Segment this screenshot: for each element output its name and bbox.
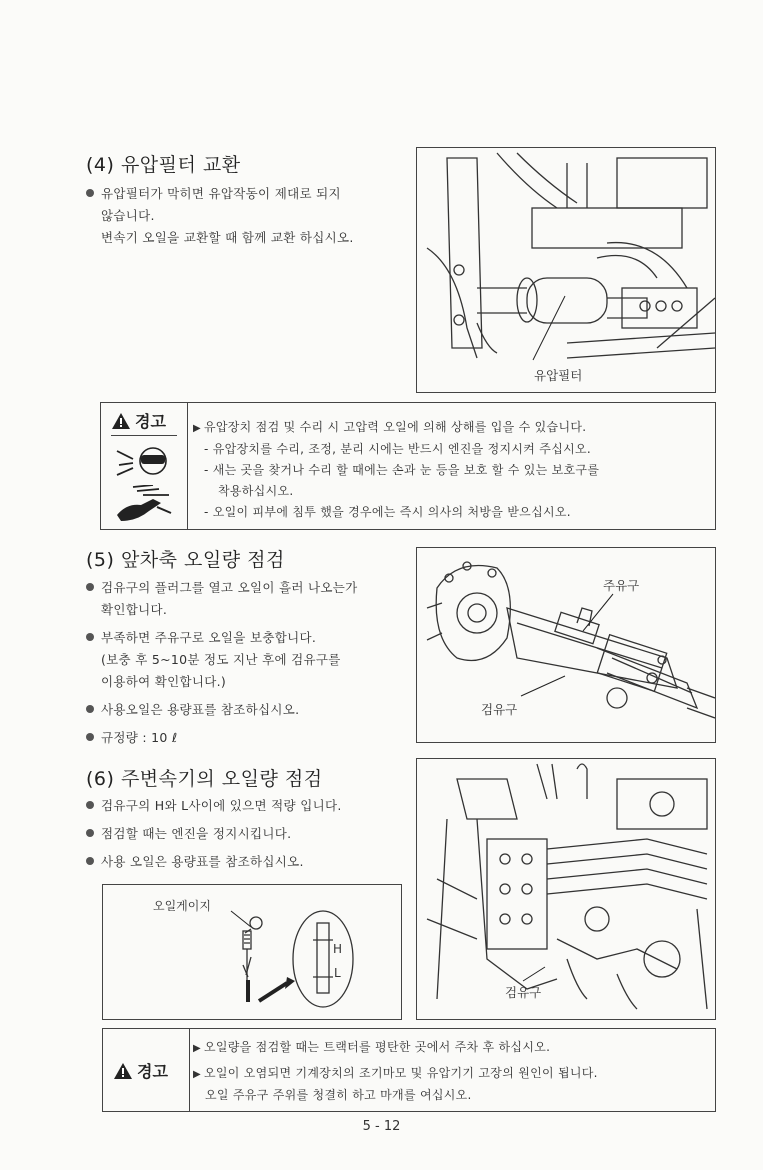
section-5-body (86, 577, 406, 749)
warning-label (113, 1059, 168, 1082)
text: 검유구의 H와 L사이에 있으면 적량 입니다. (101, 798, 342, 813)
oil-gauge-label: 오일게이지 (153, 899, 211, 913)
triangle-bullet-icon: ▶ (193, 423, 201, 434)
bullet-icon (86, 829, 94, 837)
list-item (86, 823, 406, 845)
section-6-body (86, 795, 406, 873)
text: 오일이 오염되면 기계장치의 조기마모 및 유압기기 고장의 원인이 됩니다. (204, 1066, 598, 1080)
gauge-low-mark: L (334, 966, 341, 980)
fill-port-label: 주유구 (603, 578, 640, 593)
text-line: - 새는 곳을 찾거나 수리 할 때에는 손과 눈 등을 보호 할 수 있는 보호구를 (204, 463, 600, 477)
text: 유압장치 점검 및 수리 시 고압력 오일에 의해 상해를 입을 수 있습니다. (204, 420, 587, 434)
text: 사용 오일은 용량표를 참조하십시오. (101, 854, 304, 869)
warning-label (111, 409, 166, 432)
list-item (86, 727, 406, 749)
text-line: - 오일이 피부에 침투 했을 경우에는 즉시 의사의 처방을 받으십시오. (204, 505, 571, 519)
text-line: (보충 후 5~10분 정도 지난 후에 검유구를 (101, 652, 341, 667)
list-item (86, 795, 406, 817)
oil-gauge-figure (102, 884, 402, 1020)
list-item (86, 627, 406, 649)
bullet-icon (86, 801, 94, 809)
text-line: 유압필터가 막히면 유압작동이 제대로 되지 (101, 186, 341, 201)
text: 규정량 : 10 ℓ (101, 730, 178, 745)
list-item (86, 183, 406, 205)
triangle-bullet-icon: ▶ (193, 1043, 201, 1054)
bullet-icon (86, 857, 94, 865)
transmission-figure (416, 758, 716, 1020)
text-line: 변속기 오일을 교환할 때 함께 교환 하십시오. (101, 230, 354, 245)
bullet-icon (86, 733, 94, 741)
text-line: - 유압장치를 수리, 조정, 분리 시에는 반드시 엔진을 정지시켜 주십시오. (204, 442, 591, 456)
figure-caption: 유압필터 (534, 368, 583, 383)
bullet-icon (86, 705, 94, 713)
front-axle-illustration (417, 548, 715, 742)
section-6-title: (6) 주변속기의 오일량 점검 (86, 768, 323, 790)
list-item (86, 851, 406, 873)
oil-gauge-illustration (103, 885, 401, 1019)
check-port-label: 검유구 (505, 985, 542, 1000)
list-item (86, 577, 406, 599)
warning-icon-panel (101, 403, 188, 529)
text: 부족하면 주유구로 오일을 보충합니다. (101, 630, 317, 645)
front-axle-figure (416, 547, 716, 743)
warning-triangle-icon (111, 412, 131, 430)
text-line: 오일 주유구 주위를 청결히 하고 마개를 여십시오. (205, 1088, 472, 1102)
hand-protection-icon (113, 485, 175, 523)
eye-protection-icon (115, 441, 173, 483)
section-4-title: (4) 유압필터 교환 (86, 154, 241, 176)
transmission-illustration (417, 759, 715, 1019)
warning-2-text (193, 1037, 598, 1106)
text-line: 않습니다. (101, 208, 155, 223)
warning-box-1 (100, 402, 716, 530)
warning-icon-panel (103, 1029, 190, 1111)
check-port-label: 검유구 (481, 702, 518, 717)
text: 검유구의 플러그를 열고 오일이 흘러 나오는가 (101, 580, 358, 595)
text-line: 확인합니다. (101, 602, 168, 617)
bullet-icon (86, 583, 94, 591)
text-line (193, 1063, 598, 1085)
text-line (193, 417, 599, 439)
warning-label-text: 경고 (137, 1062, 168, 1081)
section-4-body (86, 183, 406, 249)
text: 오일량을 점검할 때는 트랙터를 평탄한 곳에서 주차 후 하십시오. (204, 1040, 551, 1054)
warning-triangle-icon (113, 1062, 133, 1080)
warning-box-2 (102, 1028, 716, 1112)
hydraulic-filter-illustration (417, 148, 715, 392)
gauge-high-mark: H (333, 942, 343, 956)
list-item (86, 699, 406, 721)
hydraulic-filter-figure (416, 147, 716, 393)
text: 사용오일은 용량표를 참조하십시오. (101, 702, 300, 717)
text: 점검할 때는 엔진을 정지시킵니다. (101, 826, 292, 841)
bullet-icon (86, 633, 94, 641)
page-number: 5 - 12 (362, 1119, 401, 1134)
text-line: 이용하여 확인합니다.) (101, 674, 227, 689)
bullet-icon (86, 189, 94, 197)
section-5-title: (5) 앞차축 오일량 점검 (86, 549, 285, 571)
warning-1-text (193, 417, 599, 523)
text-line (193, 1037, 598, 1059)
triangle-bullet-icon: ▶ (193, 1069, 201, 1080)
warning-label-text: 경고 (135, 412, 166, 431)
text-line: 착용하십시오. (218, 484, 294, 498)
